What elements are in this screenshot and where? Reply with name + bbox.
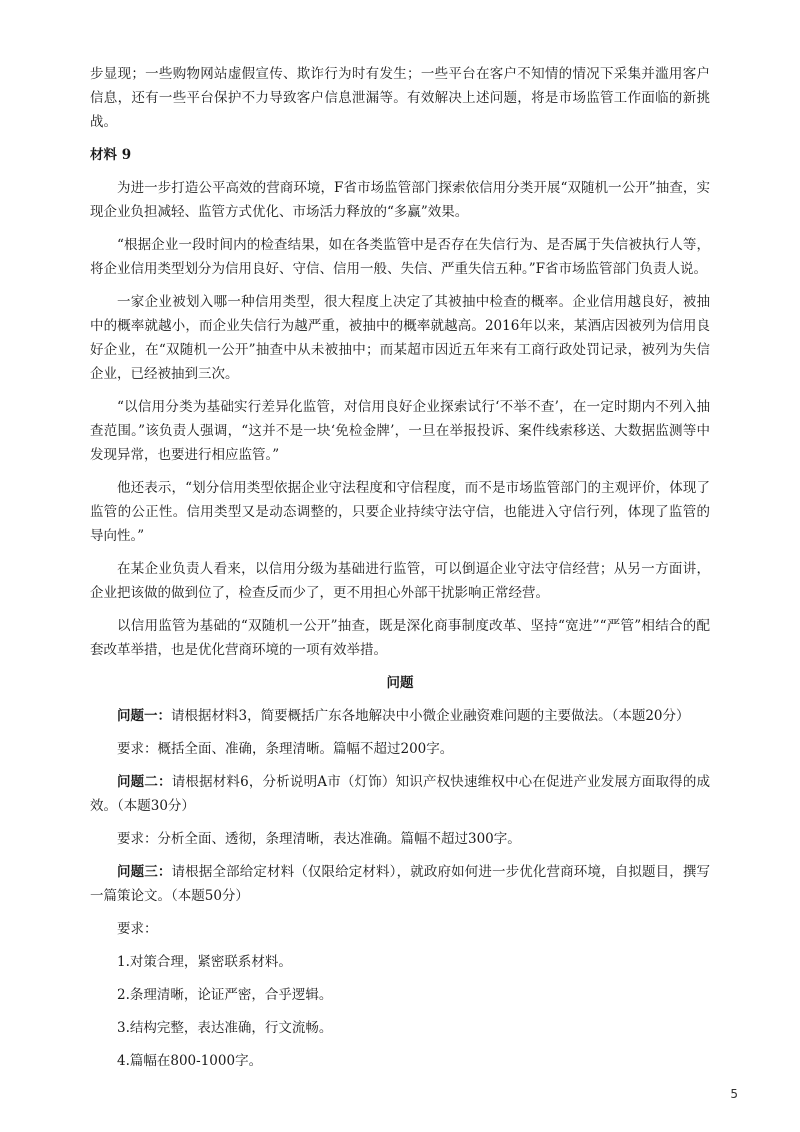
material-paragraph: 以信用监管为基础的“双随机一公开”抽查，既是深化商事制度改革、坚持“宽进”“严管”相结合的配套改革举措，也是优化营商环境的一项有效举措。	[90, 618, 710, 658]
question-2	[90, 770, 710, 818]
question-requirement: 要求：概括全面、准确，条理清晰。篇幅不超过200字。	[117, 741, 454, 757]
page-content	[90, 62, 710, 1082]
question-text: 请根据材料3，简要概括广东各地解决中小微企业融资难问题的主要做法。（本题20分）	[171, 708, 690, 724]
requirement-item: 3.结构完整，表达准确，行文流畅。	[117, 1020, 333, 1036]
requirement-item: 4.篇幅在800-1000字。	[117, 1053, 263, 1069]
material-paragraph: 在某企业负责人看来，以信用分级为基础进行监管，可以倒逼企业守法守信经营；从另一方面讲，企业把该做的做到位了，检查反而少了，更不用担心外部干扰影响正常经营。	[90, 561, 710, 601]
question-text: 请根据材料6，分析说明A市（灯饰）知识产权快速维权中心在促进产业发展方面取得的成效。（本题30分）	[90, 774, 711, 814]
question-label: 问题一：	[117, 708, 171, 724]
material-paragraph: 为进一步打造公平高效的营商环境，F省市场监管部门探索依信用分类开展“双随机一公开”抽查，实现企业负担减轻、监管方式优化、市场活力释放的“多赢”效果。	[90, 180, 710, 220]
intro-paragraph: 步显现；一些购物网站虚假宣传、欺诈行为时有发生；一些平台在客户不知情的情况下采集并滥用客户信息，还有一些平台保护不力导致客户信息泄漏等。有效解决上述问题，将是市场监管工作面临的新挑战。	[90, 66, 710, 130]
requirement-item: 2.条理清晰，论证严密，合乎逻辑。	[117, 987, 333, 1003]
question-text: 请根据全部给定材料（仅限给定材料），就政府如何进一步优化营商环境，自拟题目，撰写一篇策论文。（本题50分）	[90, 864, 711, 904]
question-requirement: 要求：	[117, 921, 158, 937]
question-requirement: 要求：分析全面、透彻，条理清晰，表达准确。篇幅不超过300字。	[117, 831, 521, 847]
requirements-list	[90, 950, 710, 1073]
question-1	[90, 704, 710, 728]
question-label: 问题三：	[117, 864, 172, 880]
page-number: 5	[730, 1087, 738, 1101]
material-paragraph: 一家企业被划入哪一种信用类型，很大程度上决定了其被抽中检查的概率。企业信用越良好，被抽中的概率就越小，而企业失信行为越严重，被抽中的概率就越高。2016年以来，某酒店因被列为信用良好企业，在“双随机一公开”抽查中从未被抽中；而某超市因近五年来有工商行政处罚记录，被列为失信企业，已经被抽到三次。	[90, 294, 710, 382]
material-paragraph: “根据企业一段时间内的检查结果，如在各类监管中是否存在失信行为、是否属于失信被执行人等，将企业信用类型划分为信用良好、守信、信用一般、失信、严重失信五种。”F省市场监管部门负责人说。	[90, 237, 710, 277]
questions-title: 问题	[386, 675, 414, 691]
question-3	[90, 860, 710, 908]
question-label: 问题二：	[117, 774, 172, 790]
requirement-item: 1.对策合理，紧密联系材料。	[117, 954, 292, 970]
material-title: 材料 9	[90, 147, 132, 163]
material-paragraph: “以信用分类为基础实行差异化监管，对信用良好企业探索试行‘不举不查’，在一定时期内不列入抽查范围。”该负责人强调，“这并不是一块‘免检金牌’，一旦在举报投诉、案件线索移送、大数据监测等中发现异常，也要进行相应监管。”	[90, 399, 710, 463]
material-paragraph: 他还表示，“划分信用类型依据企业守法程度和守信程度，而不是市场监管部门的主观评价，体现了监管的公正性。信用类型又是动态调整的，只要企业持续守法守信，也能进入守信行列，体现了监管的导向性。”	[90, 480, 710, 544]
